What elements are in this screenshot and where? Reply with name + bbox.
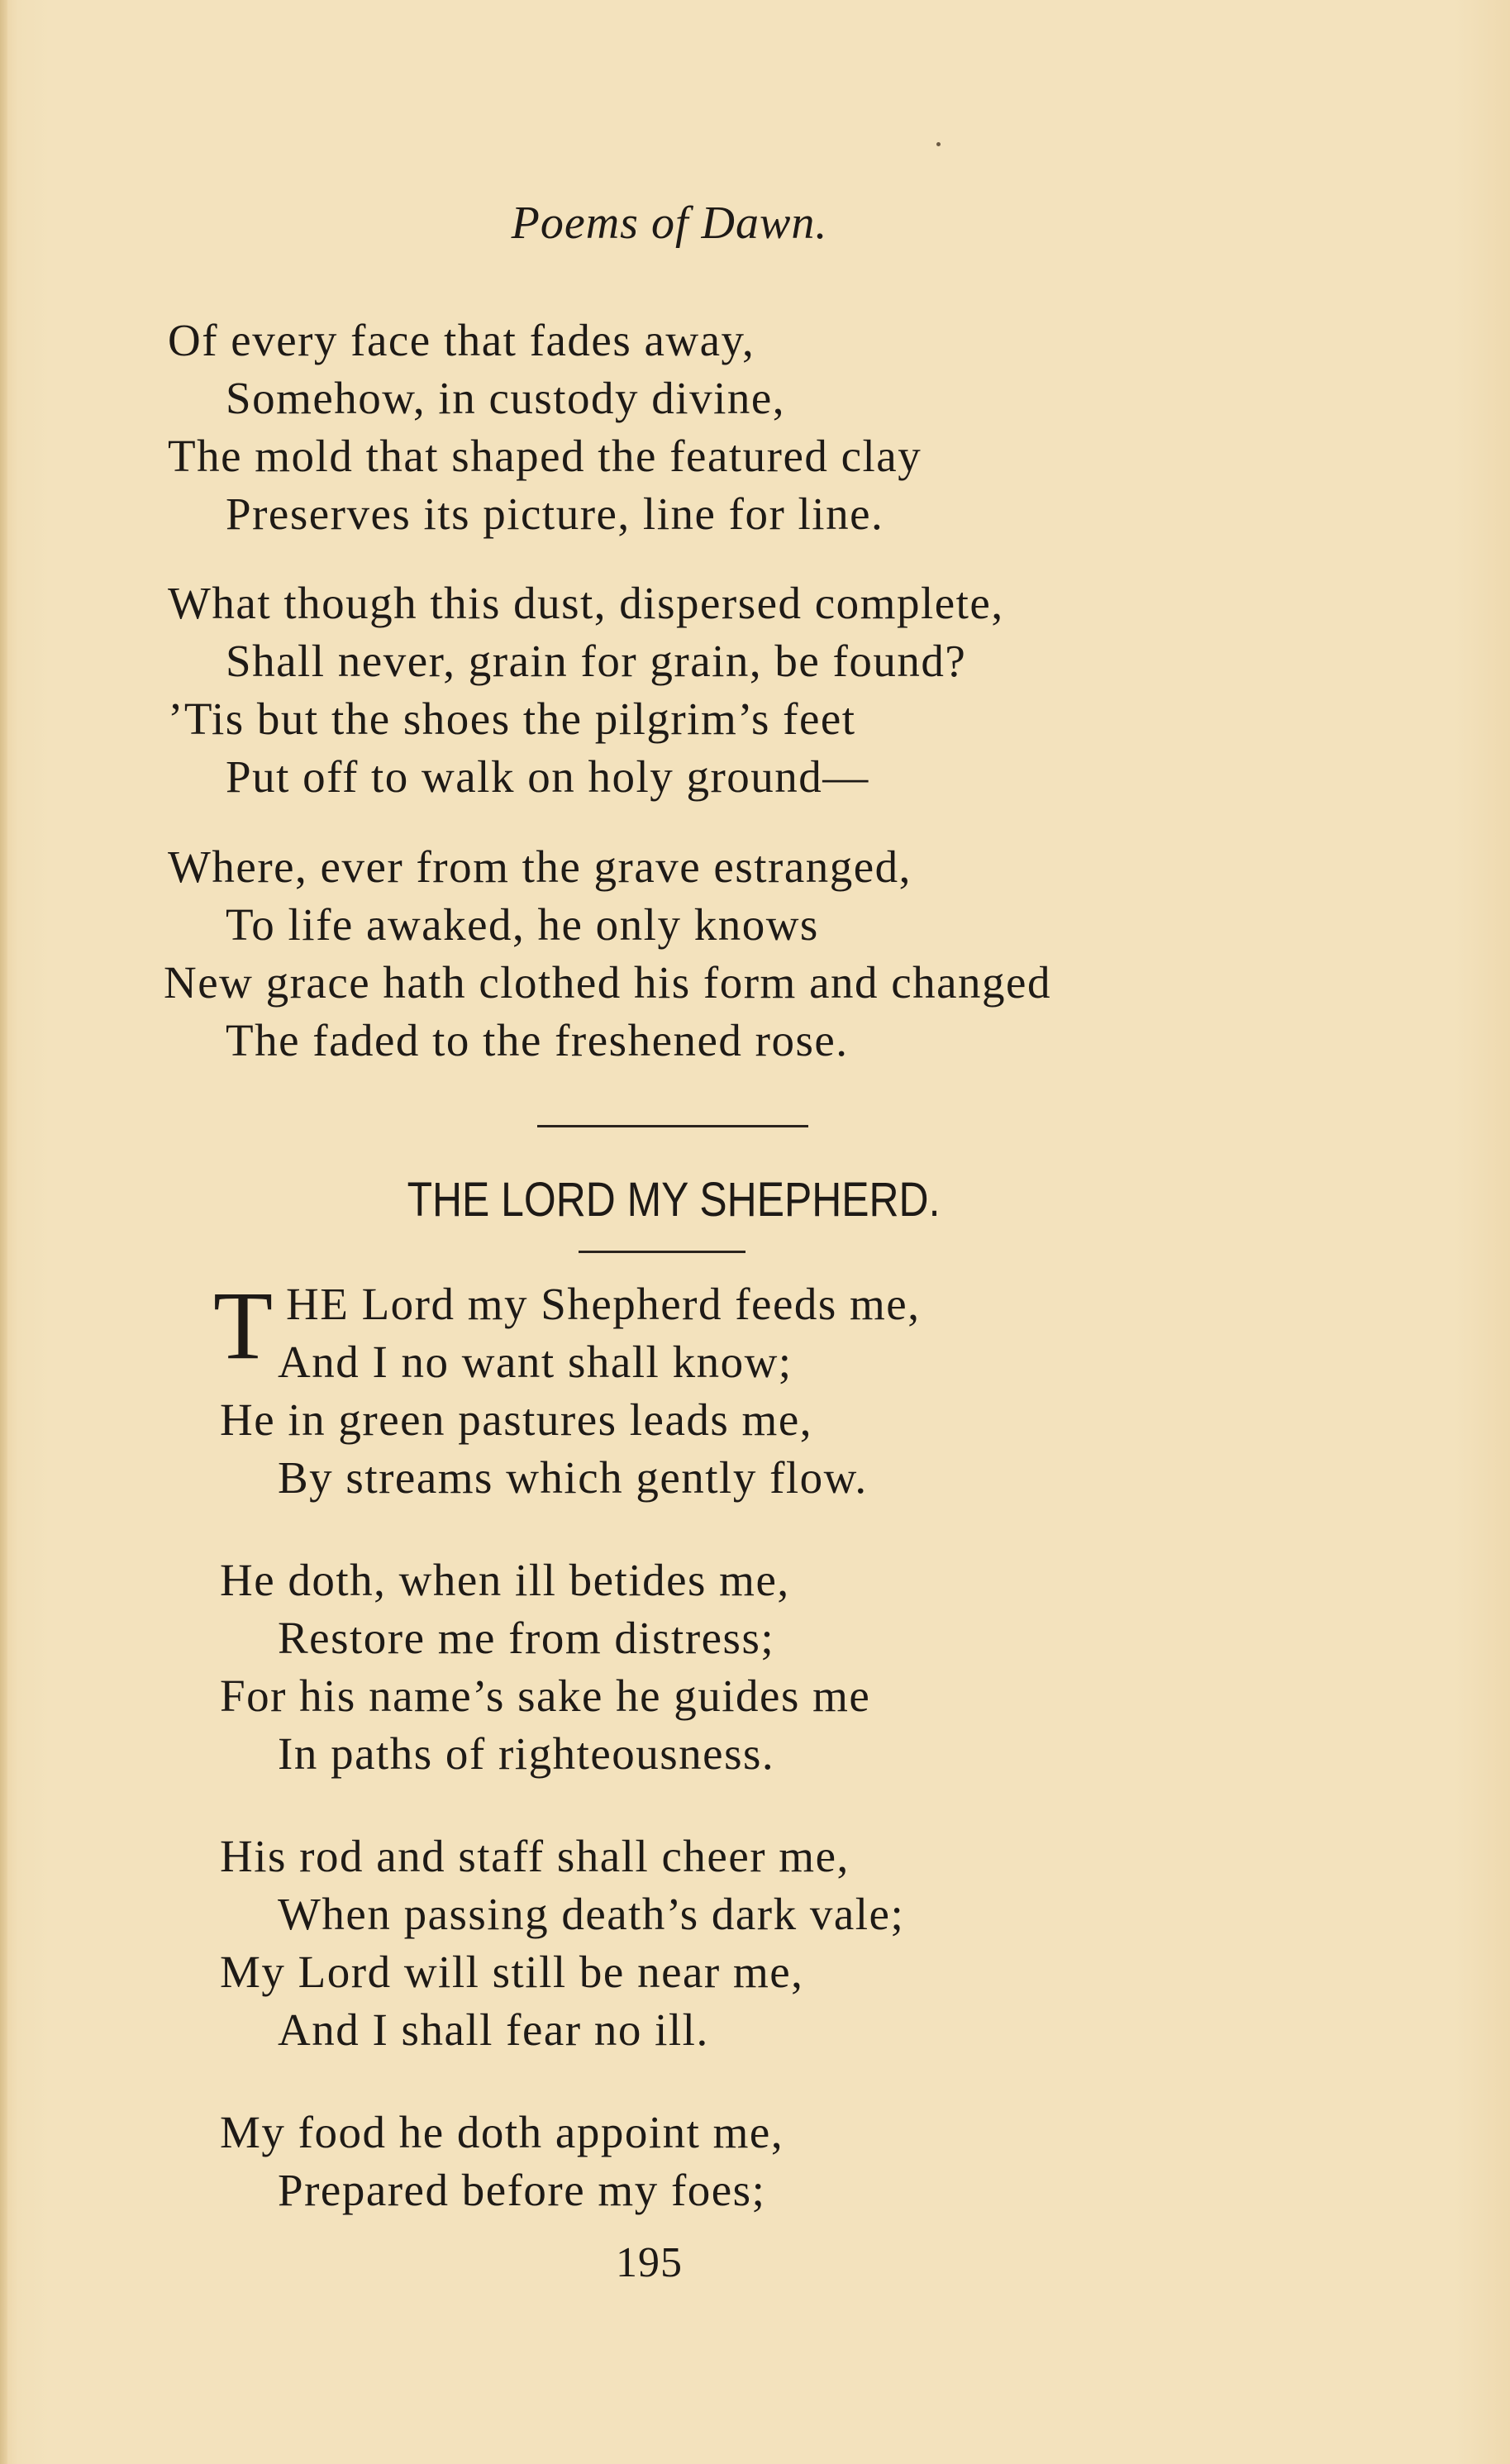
drop-cap: T [213,1271,274,1380]
running-head: Poems of Dawn. [511,198,828,249]
paper-speck [936,142,941,146]
poem-line: What though this dust, dispersed complete, [168,578,1004,628]
poem-line: Somehow, in custody divine, [226,373,786,423]
poem-line: Prepared before my foes; [278,2165,766,2215]
poem-line: Preserves its picture, line for line. [226,489,884,539]
poem-line: The faded to the freshened rose. [226,1015,849,1065]
title-underline [579,1251,745,1253]
poem-line: His rod and staff shall cheer me, [220,1831,850,1881]
poem-line: He in green pastures leads me, [220,1394,812,1445]
poem-line: He doth, when ill betides me, [220,1555,790,1605]
poem-line: My Lord will still be near me, [220,1947,804,1997]
poem-line: And I no want shall know; [278,1337,793,1387]
section-divider [537,1125,808,1127]
poem-line: When passing death’s dark vale; [278,1889,905,1939]
poem-line: Where, ever from the grave estranged, [168,841,912,892]
poem-line: In paths of righteousness. [278,1728,775,1779]
page-number: 195 [616,2239,683,2286]
poem-title: THE LORD MY SHEPHERD. [407,1173,941,1227]
poem-line: For his name’s sake he guides me [220,1670,871,1721]
poem-line: To life awaked, he only knows [226,899,819,950]
poem-line: ’Tis but the shoes the pilgrim’s feet [168,693,856,744]
binding-edge [0,0,7,2464]
poem-line: Restore me from distress; [278,1613,775,1663]
poem-line: The mold that shaped the featured clay [168,431,922,481]
poem-line: New grace hath clothed his form and changed [164,957,1051,1008]
poem-line: My food he doth appoint me, [220,2107,784,2157]
poem-line: Put off to walk on holy ground— [226,751,869,802]
poem-line: And I shall fear no ill. [278,2004,709,2055]
poem-line: Shall never, grain for grain, be found? [226,636,967,686]
poem-line: HE Lord my Shepherd feeds me, [286,1279,921,1329]
poem-line: By streams which gently flow. [278,1452,868,1503]
poem-line: Of every face that fades away, [168,315,755,365]
